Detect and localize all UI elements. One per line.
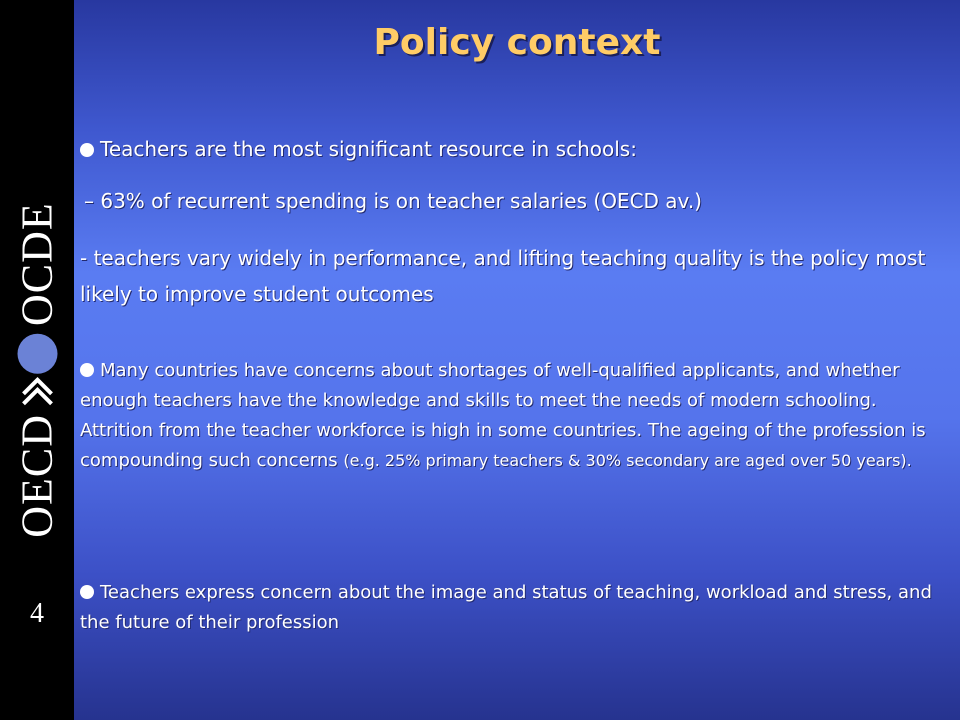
- slide-title: Policy context: [373, 22, 661, 63]
- bullet-point-3: [80, 578, 955, 638]
- bullet-icon: [80, 143, 94, 157]
- bullet-text-3: Teachers express concern about the image and status of teaching, workload and stress, and the future of their profession: [80, 582, 932, 633]
- bullet-text-1: Teachers are the most significant resource in schools:: [100, 137, 637, 161]
- sub-point-spending: – 63% of recurrent spending is on teacher salaries (OECD av.): [84, 189, 702, 213]
- logo-word-right: OCDE: [12, 202, 62, 326]
- oecd-logo: [0, 200, 74, 540]
- page-number: 4: [30, 598, 44, 629]
- sub-point-performance: - teachers vary widely in performance, and lifting teaching quality is the policy most likely to improve student outcomes: [80, 246, 926, 306]
- bullet-note-ageing: (e.g. 25% primary teachers & 30% secondary are aged over 50 years).: [343, 451, 912, 470]
- oecd-logo-icon: [15, 330, 59, 410]
- bullet-icon: [80, 585, 94, 599]
- bullet-text-2: Many countries have concerns about shortages of well-qualified applicants, and whether enough teachers have the knowledge and skills to meet the needs of modern schooling. Attrition from the teacher workforce is high in some countries. The ageing of the profession is compounding such concerns: [80, 360, 926, 471]
- bullet-point-1: [80, 137, 637, 161]
- slide-content: [74, 0, 960, 720]
- bullet-point-2: [80, 356, 950, 476]
- sidebar: [0, 0, 74, 720]
- bullet-icon: [80, 363, 94, 377]
- logo-word-left: OECD: [12, 414, 62, 538]
- logo-wordmark: [12, 202, 63, 538]
